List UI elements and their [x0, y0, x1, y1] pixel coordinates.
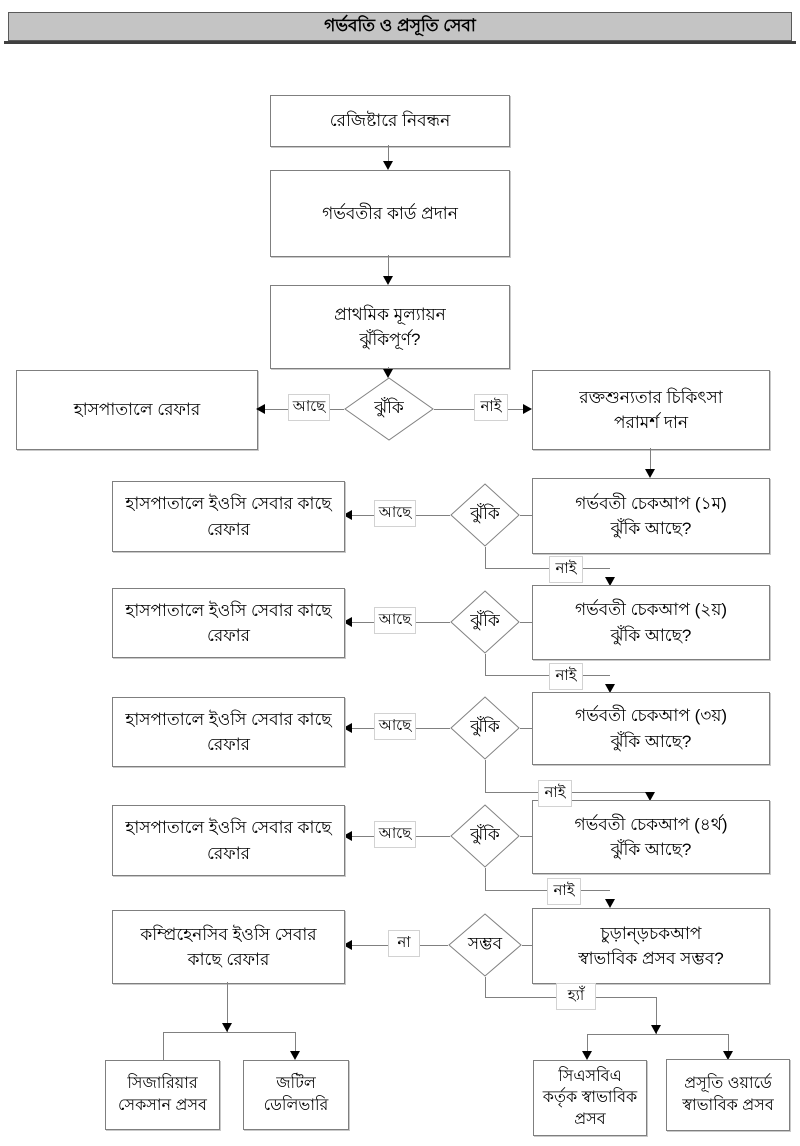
connector	[485, 568, 610, 569]
node-refer-eoc-4: হাসপাতালে ইওসি সেবার কাছে রেফার	[112, 805, 345, 876]
node-checkup-4: গর্ভবতী চেকআপ (৪র্থ) ঝুঁকি আছে?	[532, 800, 770, 874]
edge-label-yes: আছে	[374, 821, 416, 848]
decision-risk-initial: ঝুঁকি	[344, 377, 434, 441]
arrowhead-down-icon	[645, 469, 655, 478]
decision-possible: সম্ভব	[448, 913, 522, 977]
connector	[520, 515, 532, 516]
connector	[388, 255, 389, 276]
connector	[163, 1032, 164, 1060]
edge-label-no: নাই	[549, 556, 583, 583]
node-csba-delivery: সিএসবিএ কর্তৃক স্বাভাবিক প্রসব	[533, 1060, 647, 1136]
edge-label-no: নাই	[547, 878, 581, 905]
arrowhead-down-icon	[222, 1023, 232, 1032]
connector	[295, 1032, 296, 1052]
page-title-bar	[8, 12, 792, 41]
title-divider	[4, 41, 796, 44]
edge-label-not: না	[388, 930, 420, 957]
connector	[520, 728, 532, 729]
edge-label-yes: আছে	[288, 394, 330, 421]
connector	[728, 1034, 729, 1052]
decision-risk-2: ঝুঁকি	[450, 590, 520, 654]
connector	[520, 836, 532, 837]
page-title: গর্ভবতি ও প্রসূতি সেবা	[324, 15, 476, 35]
edge-label-yes: আছে	[374, 500, 416, 527]
decision-risk-1: ঝুঁকি	[450, 483, 520, 547]
arrowhead-down-icon	[383, 276, 393, 285]
node-final-checkup: চুড়ান্ড়চকআপ স্বাভাবিক প্রসব সম্ভব?	[532, 908, 770, 984]
connector	[163, 1032, 295, 1033]
node-refer-comprehensive: কম্প্রিহেনসিব ইওসি সেবার কাছে রেফার	[112, 910, 345, 984]
arrowhead-down-icon	[290, 1051, 300, 1060]
connector	[650, 448, 651, 470]
connector	[485, 547, 486, 568]
connector	[520, 622, 532, 623]
connector	[485, 675, 610, 676]
arrowhead-down-icon	[383, 161, 393, 170]
node-checkup-2: গর্ভবতী চেকআপ (২য়) ঝুঁকি আছে?	[532, 585, 770, 660]
node-cesarean: সিজারিয়ার সেকসান প্রসব	[105, 1060, 220, 1130]
connector	[587, 1034, 588, 1052]
connector	[587, 1034, 728, 1035]
arrowhead-down-icon	[651, 1025, 661, 1034]
arrowhead-down-icon	[582, 1051, 592, 1060]
connector	[485, 868, 486, 890]
connector	[485, 760, 486, 792]
edge-label-yes: আছে	[374, 713, 416, 740]
arrowhead-down-icon	[605, 899, 615, 908]
node-refer-eoc-3: হাসপাতালে ইওসি সেবার কাছে রেফার	[112, 697, 345, 767]
connector	[485, 977, 486, 997]
edge-label-yes: আছে	[374, 607, 416, 634]
decision-risk-4: ঝুঁকি	[450, 804, 520, 868]
node-refer-eoc-2: হাসপাতালে ইওসি সেবার কাছে রেফার	[112, 588, 345, 658]
node-complicated-delivery: জটিল ডেলিভারি	[243, 1060, 349, 1130]
connector	[522, 945, 532, 946]
node-register: রেজিষ্টারে নিবন্ধন	[270, 95, 510, 147]
arrowhead-left-icon	[256, 404, 265, 414]
arrowhead-right-icon	[523, 404, 532, 414]
node-initial-assessment: প্রাথমিক মূল্যায়ন ঝুঁকিপূর্ণ?	[270, 285, 510, 369]
node-checkup-1: গর্ভবতী চেকআপ (১ম) ঝুঁকি আছে?	[532, 478, 770, 554]
connector	[485, 654, 486, 675]
decision-risk-3: ঝুঁকি	[450, 696, 520, 760]
node-anemia-treatment: রক্তশুন্যতার চিকিৎসা পরামর্শ দান	[532, 370, 770, 450]
edge-label-no: নাই	[549, 663, 583, 690]
node-maternity-ward-delivery: প্রসূতি ওয়ার্ডে স্বাভাবিক প্রসব	[666, 1059, 790, 1131]
edge-label-yes2: হ্যাঁ	[556, 983, 596, 1010]
node-card: গর্ভবতীর কার্ড প্রদান	[270, 170, 510, 257]
edge-label-no: নাই	[474, 394, 508, 421]
node-checkup-3: গর্ভবতী চেকআপ (৩য়) ঝুঁকি আছে?	[532, 692, 770, 765]
node-refer-hospital: হাসপাতালে রেফার	[16, 370, 258, 450]
node-refer-eoc-1: হাসপাতালে ইওসি সেবার কাছে রেফার	[112, 481, 345, 552]
edge-label-no: নাই	[538, 780, 572, 807]
